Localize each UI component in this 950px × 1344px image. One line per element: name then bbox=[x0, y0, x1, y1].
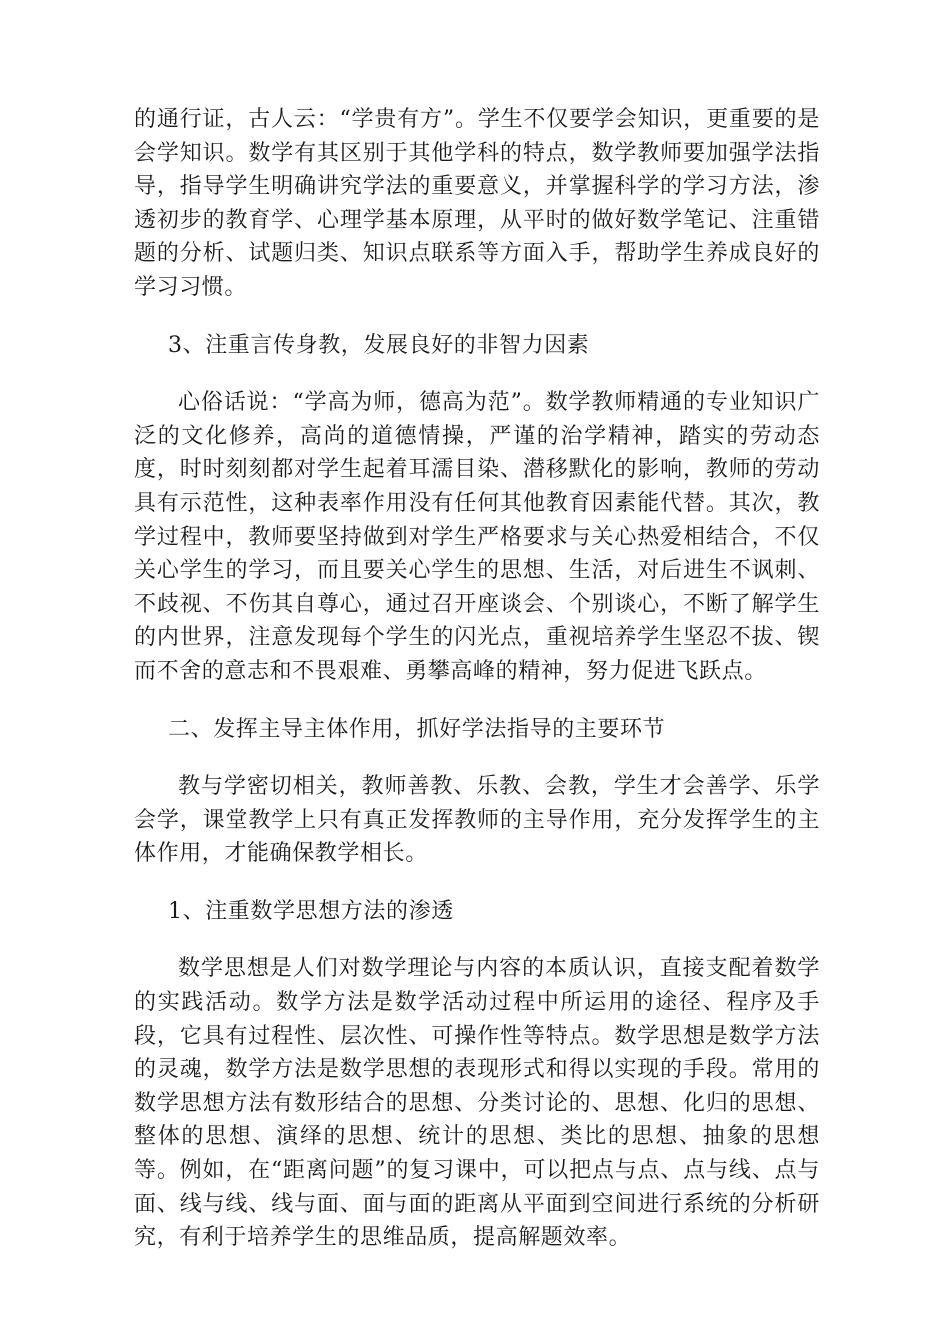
paragraph-teacher-example: 心俗话说：“学高为师，德高为范”。数学教师精通的专业知识广泛的文化修养，高尚的道德情操，严谨的治学精神，踏实的劳动态度，时时刻刻都对学生起着耳濡目染、潜移默化的影响，教师的劳动具有示范性，这种表率作用没有任何其他教育因素能代替。其次，教学过程中，教师要坚持做到对学生严格要求与关心热爱相结合，不仅关心学生的学习，而且要关心学生的思想、生活，对后进生不讽刺、不歧视、不伤其自尊心，通过召开座谈会、个别谈心，不断了解学生的内世界，注意发现每个学生的闪光点，重视培养学生坚忍不拔、锲而不舍的意志和不畏艰难、勇攀高峰的精神，努力促进飞跃点。 bbox=[134, 390, 820, 684]
heading-part-two: 二、发挥主导主体作用，抓好学法指导的主要环节 bbox=[168, 716, 666, 742]
document-body bbox=[134, 103, 820, 1279]
paragraph-study-method: 的通行证，古人云：“学贵有方”。学生不仅要学会知识，更重要的是会学知识。数学有其区别于其他学科的特点，数学教师要加强学法指导，指导学生明确讲究学法的重要意义，并掌握科学的学习方法，渗透初步的教育学、心理学基本原理，从平时的做好数学笔记、注重错题的分析、试题归类、知识点联系等方面入手，帮助学生养成良好的学习习惯。 bbox=[134, 107, 820, 300]
heading-section-1: 1、注重数学思想方法的渗透 bbox=[168, 898, 454, 924]
paragraph-math-thinking: 数学思想是人们对数学理论与内容的本质认识，直接支配着数学的实践活动。数学方法是数学活动过程中所运用的途径、程序及手段，它具有过程性、层次性、可操作性等特点。数学思想是数学方法的灵魂，数学方法是数学思想的表现形式和得以实现的手段。常用的数学思想方法有数形结合的思想、分类讨论的、思想、化归的思想、整体的思想、演绎的思想、统计的思想、类比的思想、抽象的思想等。例如，在“距离问题”的复习课中，可以把点与点、点与线、点与面、线与线、线与面、面与面的距离从平面到空间进行系统的分析研究，有利于培养学生的思维品质，提高解题效率。 bbox=[134, 956, 820, 1251]
paragraph-teaching-learning: 教与学密切相关，教师善教、乐教、会教，学生才会善学、乐学会学，课堂教学上只有真正发挥教师的主导作用，充分发挥学生的主体作用，才能确保教学相长。 bbox=[134, 774, 820, 867]
heading-section-3: 3、注重言传身教，发展良好的非智力因素 bbox=[168, 332, 590, 358]
